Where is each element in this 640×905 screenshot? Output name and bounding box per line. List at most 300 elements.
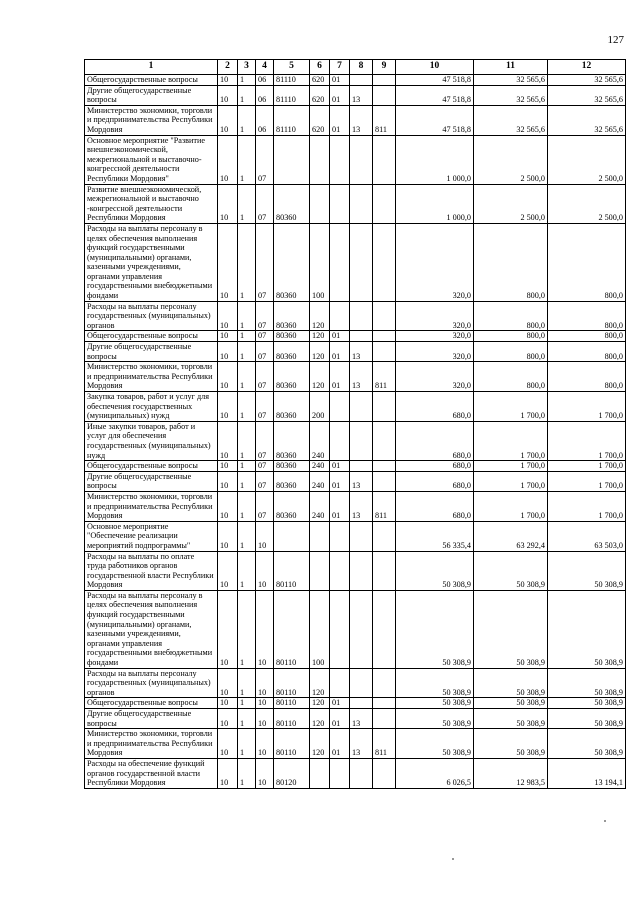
code-cell: 240 xyxy=(310,421,330,460)
code-cell: 240 xyxy=(310,461,330,472)
code-cell xyxy=(330,758,350,788)
code-cell: 200 xyxy=(310,392,330,422)
code-cell: 13 xyxy=(350,85,373,105)
code-cell: 06 xyxy=(256,85,274,105)
code-cell: 10 xyxy=(218,85,238,105)
column-header: 2 xyxy=(218,60,238,75)
code-cell: 1 xyxy=(238,85,256,105)
code-cell: 07 xyxy=(256,331,274,342)
code-cell: 80360 xyxy=(274,461,310,472)
table-row xyxy=(85,471,626,491)
code-cell: 10 xyxy=(256,590,274,668)
code-cell: 10 xyxy=(218,668,238,698)
code-cell: 10 xyxy=(218,698,238,709)
code-cell: 120 xyxy=(310,698,330,709)
row-name-cell: Министерство экономики, торговли и предпринимательства Республики Мордовия xyxy=(85,362,218,392)
column-header: 5 xyxy=(274,60,310,75)
amount-cell: 63 292,4 xyxy=(474,521,548,551)
table-row xyxy=(85,184,626,223)
scan-speck xyxy=(604,820,606,822)
code-cell: 10 xyxy=(218,75,238,86)
code-cell: 1 xyxy=(238,709,256,729)
row-name-cell: Расходы на выплаты персоналу государственных (муниципальных) органов xyxy=(85,668,218,698)
table-row xyxy=(85,421,626,460)
amount-cell: 800,0 xyxy=(548,342,626,362)
amount-cell: 50 308,9 xyxy=(474,698,548,709)
code-cell xyxy=(330,392,350,422)
amount-cell: 50 308,9 xyxy=(474,729,548,759)
code-cell: 80360 xyxy=(274,392,310,422)
table-row xyxy=(85,461,626,472)
code-cell: 01 xyxy=(330,105,350,135)
row-name-cell: Иные закупки товаров, работ и услуг для обеспечения государственных (муниципальных) нужд xyxy=(85,421,218,460)
code-cell: 1 xyxy=(238,461,256,472)
code-cell: 10 xyxy=(256,709,274,729)
code-cell: 07 xyxy=(256,184,274,223)
code-cell xyxy=(373,521,396,551)
amount-cell: 1 700,0 xyxy=(548,471,626,491)
code-cell: 1 xyxy=(238,184,256,223)
amount-cell: 320,0 xyxy=(396,342,474,362)
column-header: 3 xyxy=(238,60,256,75)
code-cell: 01 xyxy=(330,729,350,759)
code-cell xyxy=(373,590,396,668)
code-cell: 10 xyxy=(218,105,238,135)
amount-cell: 50 308,9 xyxy=(548,729,626,759)
amount-cell: 1 700,0 xyxy=(474,491,548,521)
code-cell: 01 xyxy=(330,342,350,362)
code-cell xyxy=(310,135,330,184)
column-header: 1 xyxy=(85,60,218,75)
code-cell: 1 xyxy=(238,521,256,551)
row-name-cell: Общегосударственные вопросы xyxy=(85,75,218,86)
code-cell: 80360 xyxy=(274,421,310,460)
code-cell xyxy=(373,392,396,422)
row-name-cell: Закупка товаров, работ и услуг для обеспечения государственных (муниципальных) нужд xyxy=(85,392,218,422)
amount-cell: 47 518,8 xyxy=(396,75,474,86)
code-cell xyxy=(350,223,373,301)
code-cell: 10 xyxy=(218,331,238,342)
table-row xyxy=(85,698,626,709)
header-row xyxy=(85,60,626,75)
code-cell xyxy=(373,471,396,491)
column-header: 11 xyxy=(474,60,548,75)
code-cell: 10 xyxy=(256,758,274,788)
code-cell: 80110 xyxy=(274,668,310,698)
code-cell: 13 xyxy=(350,105,373,135)
code-cell xyxy=(373,75,396,86)
code-cell: 07 xyxy=(256,301,274,331)
code-cell xyxy=(350,758,373,788)
code-cell xyxy=(274,521,310,551)
code-cell xyxy=(350,392,373,422)
code-cell: 01 xyxy=(330,85,350,105)
amount-cell: 32 565,6 xyxy=(474,85,548,105)
code-cell xyxy=(350,698,373,709)
row-name-cell: Другие общегосударственные вопросы xyxy=(85,85,218,105)
code-cell: 80360 xyxy=(274,184,310,223)
table-row xyxy=(85,105,626,135)
column-header: 12 xyxy=(548,60,626,75)
table-row xyxy=(85,392,626,422)
code-cell: 01 xyxy=(330,491,350,521)
code-cell: 13 xyxy=(350,342,373,362)
code-cell: 10 xyxy=(218,135,238,184)
code-cell: 10 xyxy=(218,184,238,223)
code-cell xyxy=(373,709,396,729)
code-cell: 10 xyxy=(218,471,238,491)
code-cell xyxy=(350,331,373,342)
code-cell: 01 xyxy=(330,709,350,729)
table-row xyxy=(85,75,626,86)
table-row xyxy=(85,331,626,342)
code-cell: 01 xyxy=(330,75,350,86)
code-cell: 80110 xyxy=(274,551,310,590)
amount-cell: 680,0 xyxy=(396,421,474,460)
code-cell: 01 xyxy=(330,698,350,709)
amount-cell: 56 335,4 xyxy=(396,521,474,551)
code-cell: 07 xyxy=(256,223,274,301)
code-cell: 240 xyxy=(310,491,330,521)
code-cell: 01 xyxy=(330,471,350,491)
code-cell: 01 xyxy=(330,461,350,472)
code-cell: 10 xyxy=(218,521,238,551)
column-header: 8 xyxy=(350,60,373,75)
amount-cell: 1 700,0 xyxy=(474,421,548,460)
code-cell: 80360 xyxy=(274,331,310,342)
row-name-cell: Развитие внешнеэкономической, межрегиональной и выставочно -конгрессной деятельности Республики Мордовия xyxy=(85,184,218,223)
code-cell: 100 xyxy=(310,223,330,301)
code-cell xyxy=(350,461,373,472)
amount-cell: 1 700,0 xyxy=(474,471,548,491)
code-cell xyxy=(373,342,396,362)
amount-cell: 32 565,6 xyxy=(474,105,548,135)
code-cell: 811 xyxy=(373,729,396,759)
amount-cell: 800,0 xyxy=(548,362,626,392)
code-cell xyxy=(350,301,373,331)
amount-cell: 320,0 xyxy=(396,331,474,342)
amount-cell: 2 500,0 xyxy=(474,135,548,184)
code-cell: 07 xyxy=(256,471,274,491)
code-cell: 811 xyxy=(373,105,396,135)
code-cell xyxy=(330,223,350,301)
amount-cell: 50 308,9 xyxy=(548,590,626,668)
table-row xyxy=(85,551,626,590)
code-cell: 1 xyxy=(238,223,256,301)
amount-cell: 320,0 xyxy=(396,362,474,392)
budget-table xyxy=(84,59,626,789)
table-row xyxy=(85,301,626,331)
amount-cell: 2 500,0 xyxy=(548,184,626,223)
amount-cell: 63 503,0 xyxy=(548,521,626,551)
table-row xyxy=(85,590,626,668)
code-cell: 10 xyxy=(218,551,238,590)
code-cell: 07 xyxy=(256,342,274,362)
code-cell: 13 xyxy=(350,362,373,392)
code-cell xyxy=(373,698,396,709)
code-cell xyxy=(350,75,373,86)
code-cell: 1 xyxy=(238,471,256,491)
code-cell: 10 xyxy=(256,551,274,590)
row-name-cell: Расходы на обеспечение функций органов государственной власти Республики Мордовия xyxy=(85,758,218,788)
code-cell xyxy=(373,135,396,184)
code-cell: 10 xyxy=(218,392,238,422)
amount-cell: 680,0 xyxy=(396,491,474,521)
code-cell xyxy=(310,521,330,551)
code-cell xyxy=(373,301,396,331)
column-header: 9 xyxy=(373,60,396,75)
code-cell: 120 xyxy=(310,362,330,392)
amount-cell: 12 983,5 xyxy=(474,758,548,788)
code-cell: 80110 xyxy=(274,698,310,709)
amount-cell: 50 308,9 xyxy=(474,590,548,668)
code-cell xyxy=(310,184,330,223)
code-cell xyxy=(350,135,373,184)
code-cell: 80110 xyxy=(274,709,310,729)
code-cell: 07 xyxy=(256,392,274,422)
code-cell: 80360 xyxy=(274,471,310,491)
code-cell: 10 xyxy=(218,362,238,392)
code-cell: 620 xyxy=(310,85,330,105)
amount-cell: 32 565,6 xyxy=(548,85,626,105)
table-row xyxy=(85,135,626,184)
code-cell: 1 xyxy=(238,362,256,392)
amount-cell: 800,0 xyxy=(474,223,548,301)
table-row xyxy=(85,668,626,698)
amount-cell: 680,0 xyxy=(396,471,474,491)
code-cell: 1 xyxy=(238,342,256,362)
code-cell: 1 xyxy=(238,491,256,521)
code-cell: 80360 xyxy=(274,301,310,331)
code-cell: 1 xyxy=(238,301,256,331)
code-cell: 240 xyxy=(310,471,330,491)
code-cell: 1 xyxy=(238,392,256,422)
table-row xyxy=(85,709,626,729)
amount-cell: 680,0 xyxy=(396,392,474,422)
amount-cell: 50 308,9 xyxy=(396,698,474,709)
code-cell: 10 xyxy=(218,709,238,729)
code-cell: 10 xyxy=(218,342,238,362)
code-cell xyxy=(350,184,373,223)
code-cell xyxy=(310,758,330,788)
code-cell xyxy=(350,521,373,551)
code-cell: 07 xyxy=(256,135,274,184)
code-cell: 1 xyxy=(238,105,256,135)
row-name-cell: Министерство экономики, торговли и предпринимательства Республики Мордовия xyxy=(85,105,218,135)
code-cell: 13 xyxy=(350,709,373,729)
code-cell: 811 xyxy=(373,491,396,521)
code-cell: 10 xyxy=(218,491,238,521)
amount-cell: 47 518,8 xyxy=(396,105,474,135)
column-header: 4 xyxy=(256,60,274,75)
code-cell: 81110 xyxy=(274,75,310,86)
code-cell: 07 xyxy=(256,491,274,521)
amount-cell: 800,0 xyxy=(474,331,548,342)
amount-cell: 32 565,6 xyxy=(548,105,626,135)
code-cell xyxy=(350,590,373,668)
code-cell: 10 xyxy=(218,223,238,301)
code-cell: 80360 xyxy=(274,223,310,301)
amount-cell: 50 308,9 xyxy=(548,668,626,698)
table-row xyxy=(85,362,626,392)
code-cell xyxy=(330,184,350,223)
code-cell xyxy=(310,551,330,590)
amount-cell: 800,0 xyxy=(548,301,626,331)
amount-cell: 32 565,6 xyxy=(548,75,626,86)
amount-cell: 50 308,9 xyxy=(396,551,474,590)
code-cell: 07 xyxy=(256,362,274,392)
code-cell: 1 xyxy=(238,75,256,86)
code-cell xyxy=(330,301,350,331)
code-cell xyxy=(373,85,396,105)
code-cell xyxy=(350,551,373,590)
row-name-cell: Основное мероприятие "Обеспечение реализации мероприятий подпрограммы" xyxy=(85,521,218,551)
amount-cell: 1 700,0 xyxy=(548,491,626,521)
code-cell: 120 xyxy=(310,331,330,342)
amount-cell: 800,0 xyxy=(548,331,626,342)
code-cell xyxy=(373,758,396,788)
column-header: 7 xyxy=(330,60,350,75)
amount-cell: 1 700,0 xyxy=(548,392,626,422)
row-name-cell: Общегосударственные вопросы xyxy=(85,698,218,709)
amount-cell: 320,0 xyxy=(396,223,474,301)
row-name-cell: Министерство экономики, торговли и предпринимательства Республики Мордовия xyxy=(85,729,218,759)
code-cell: 620 xyxy=(310,75,330,86)
amount-cell: 50 308,9 xyxy=(548,551,626,590)
amount-cell: 1 700,0 xyxy=(474,392,548,422)
amount-cell: 800,0 xyxy=(548,223,626,301)
code-cell: 120 xyxy=(310,709,330,729)
code-cell: 80110 xyxy=(274,729,310,759)
amount-cell: 800,0 xyxy=(474,342,548,362)
scan-speck xyxy=(452,858,454,860)
code-cell: 1 xyxy=(238,668,256,698)
amount-cell: 2 500,0 xyxy=(548,135,626,184)
code-cell: 1 xyxy=(238,421,256,460)
column-header: 10 xyxy=(396,60,474,75)
code-cell: 120 xyxy=(310,301,330,331)
code-cell: 10 xyxy=(256,698,274,709)
row-name-cell: Основное мероприятие "Развитие внешнеэкономической, межрегиональной и выставочно-конгрессной деятельности Республики Мордовия" xyxy=(85,135,218,184)
row-name-cell: Другие общегосударственные вопросы xyxy=(85,709,218,729)
code-cell: 10 xyxy=(218,461,238,472)
table-row xyxy=(85,223,626,301)
code-cell: 100 xyxy=(310,590,330,668)
code-cell: 80360 xyxy=(274,362,310,392)
row-name-cell: Общегосударственные вопросы xyxy=(85,331,218,342)
code-cell: 13 xyxy=(350,491,373,521)
table-row xyxy=(85,491,626,521)
code-cell: 120 xyxy=(310,668,330,698)
amount-cell: 50 308,9 xyxy=(396,729,474,759)
amount-cell: 50 308,9 xyxy=(548,698,626,709)
code-cell: 81110 xyxy=(274,105,310,135)
row-name-cell: Расходы на выплаты персоналу государственных (муниципальных) органов xyxy=(85,301,218,331)
code-cell: 80360 xyxy=(274,491,310,521)
amount-cell: 1 700,0 xyxy=(548,421,626,460)
amount-cell: 32 565,6 xyxy=(474,75,548,86)
code-cell xyxy=(373,551,396,590)
code-cell: 13 xyxy=(350,729,373,759)
amount-cell: 50 308,9 xyxy=(474,709,548,729)
amount-cell: 680,0 xyxy=(396,461,474,472)
code-cell xyxy=(373,421,396,460)
code-cell xyxy=(350,421,373,460)
row-name-cell: Расходы на выплаты по оплате труда работников органов государственной власти Республики Мордовия xyxy=(85,551,218,590)
amount-cell: 50 308,9 xyxy=(396,709,474,729)
code-cell: 07 xyxy=(256,421,274,460)
code-cell xyxy=(350,668,373,698)
amount-cell: 47 518,8 xyxy=(396,85,474,105)
code-cell: 10 xyxy=(218,421,238,460)
code-cell: 1 xyxy=(238,590,256,668)
table-body xyxy=(85,75,626,789)
row-name-cell: Другие общегосударственные вопросы xyxy=(85,342,218,362)
amount-cell: 2 500,0 xyxy=(474,184,548,223)
amount-cell: 1 700,0 xyxy=(548,461,626,472)
code-cell xyxy=(330,551,350,590)
row-name-cell: Министерство экономики, торговли и предпринимательства Республики Мордовия xyxy=(85,491,218,521)
amount-cell: 50 308,9 xyxy=(474,668,548,698)
code-cell: 1 xyxy=(238,758,256,788)
code-cell: 120 xyxy=(310,342,330,362)
code-cell xyxy=(330,590,350,668)
table-row xyxy=(85,521,626,551)
code-cell xyxy=(373,331,396,342)
amount-cell: 320,0 xyxy=(396,301,474,331)
row-name-cell: Расходы на выплаты персоналу в целях обеспечения выполнения функций государственными (муниципальными) органами, казенными учреждениями, органами управления государственными внебюджетными фондами xyxy=(85,223,218,301)
amount-cell: 800,0 xyxy=(474,301,548,331)
code-cell: 811 xyxy=(373,362,396,392)
table-row xyxy=(85,342,626,362)
amount-cell: 50 308,9 xyxy=(396,590,474,668)
code-cell xyxy=(330,421,350,460)
table-row xyxy=(85,729,626,759)
table-row xyxy=(85,758,626,788)
amount-cell: 50 308,9 xyxy=(474,551,548,590)
code-cell: 10 xyxy=(256,668,274,698)
row-name-cell: Общегосударственные вопросы xyxy=(85,461,218,472)
amount-cell: 6 026,5 xyxy=(396,758,474,788)
code-cell: 1 xyxy=(238,698,256,709)
amount-cell: 1 000,0 xyxy=(396,184,474,223)
code-cell: 1 xyxy=(238,135,256,184)
code-cell: 01 xyxy=(330,362,350,392)
page-number: 127 xyxy=(607,34,624,46)
code-cell: 13 xyxy=(350,471,373,491)
code-cell: 01 xyxy=(330,331,350,342)
code-cell: 1 xyxy=(238,551,256,590)
code-cell xyxy=(373,461,396,472)
code-cell xyxy=(373,223,396,301)
code-cell: 06 xyxy=(256,75,274,86)
code-cell xyxy=(330,521,350,551)
code-cell: 10 xyxy=(256,729,274,759)
code-cell: 80360 xyxy=(274,342,310,362)
code-cell xyxy=(373,668,396,698)
code-cell: 80120 xyxy=(274,758,310,788)
amount-cell: 13 194,1 xyxy=(548,758,626,788)
column-header: 6 xyxy=(310,60,330,75)
amount-cell: 800,0 xyxy=(474,362,548,392)
code-cell: 81110 xyxy=(274,85,310,105)
code-cell xyxy=(373,184,396,223)
code-cell xyxy=(274,135,310,184)
code-cell: 1 xyxy=(238,331,256,342)
code-cell: 07 xyxy=(256,461,274,472)
code-cell: 120 xyxy=(310,729,330,759)
row-name-cell: Другие общегосударственные вопросы xyxy=(85,471,218,491)
